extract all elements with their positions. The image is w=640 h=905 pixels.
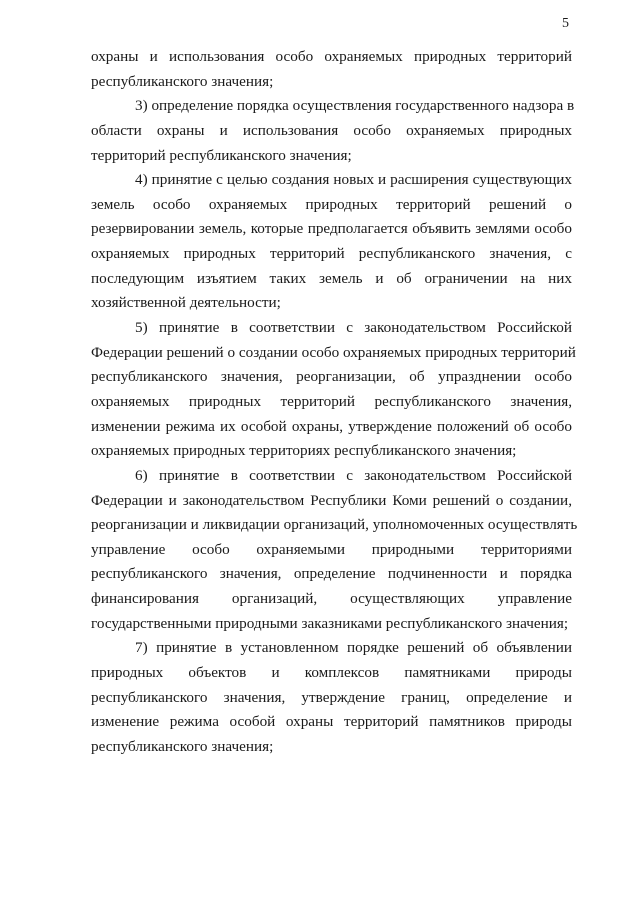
text-line: природных объектов и комплексов памятниками природы — [91, 664, 572, 682]
text-line: изменение режима особой охраны территорий памятников природы — [91, 713, 572, 731]
text-line: Федерации и законодательством Республики Коми решений о создании, — [91, 491, 572, 509]
page-number: 5 — [562, 16, 569, 31]
text-line: земель особо охраняемых природных территорий решений о — [91, 195, 572, 213]
text-line: 4) принятие с целью создания новых и расширения существующих — [135, 171, 572, 189]
text-line: республиканского значения; — [91, 737, 274, 755]
paragraph — [91, 316, 576, 464]
text-line: охраны и использования особо охраняемых природных территорий — [91, 48, 572, 65]
text-line: охраняемых природных территориях республиканского значения; — [91, 442, 517, 460]
text-line: республиканского значения, утверждение границ, определение и — [91, 688, 572, 706]
text-line: резервировании земель, которые предполагается объявить землями особо — [91, 220, 572, 238]
text-line: реорганизации и ликвидации организаций, уполномоченных осуществлять — [91, 516, 578, 534]
text-line: охраняемых природных территорий республиканского значения, — [91, 392, 572, 410]
text-line: государственными природными заказниками республиканского значения; — [91, 614, 569, 632]
text-line: Федерации решений о создании особо охраняемых природных территорий — [91, 343, 576, 361]
text-line: республиканского значения, определение подчиненности и порядка — [91, 565, 572, 583]
text-line: последующим изъятием таких земель и об ограничении на них — [91, 269, 572, 287]
text-line: 7) принятие в установленном порядке решений об объявлении — [135, 639, 572, 657]
paragraph — [91, 464, 578, 636]
text-line: республиканского значения, реорганизации, об упразднении особо — [91, 368, 572, 386]
text-line: охраняемых природных территорий республиканского значения, с — [91, 245, 572, 263]
text-line: республиканского значения; — [91, 72, 274, 90]
text-line: управление особо охраняемыми природными территориями — [91, 540, 572, 558]
text-line: 6) принятие в соответствии с законодательством Российской — [135, 466, 572, 484]
paragraph — [91, 636, 572, 759]
text-line: финансирования организаций, осуществляющих управление — [91, 590, 572, 608]
text-line: хозяйственной деятельности; — [91, 294, 281, 312]
text-line: территорий республиканского значения; — [91, 146, 352, 164]
text-line: области охраны и использования особо охраняемых природных — [91, 121, 572, 139]
paragraph — [91, 168, 572, 316]
text-line: изменении режима их особой охраны, утверждение положений об особо — [91, 417, 572, 435]
document-body — [91, 45, 578, 760]
text-line: 5) принятие в соответствии с законодательством Российской — [135, 319, 572, 337]
paragraph — [91, 45, 572, 94]
paragraph — [91, 94, 575, 168]
text-line: 3) определение порядка осуществления государственного надзора в — [135, 97, 575, 115]
